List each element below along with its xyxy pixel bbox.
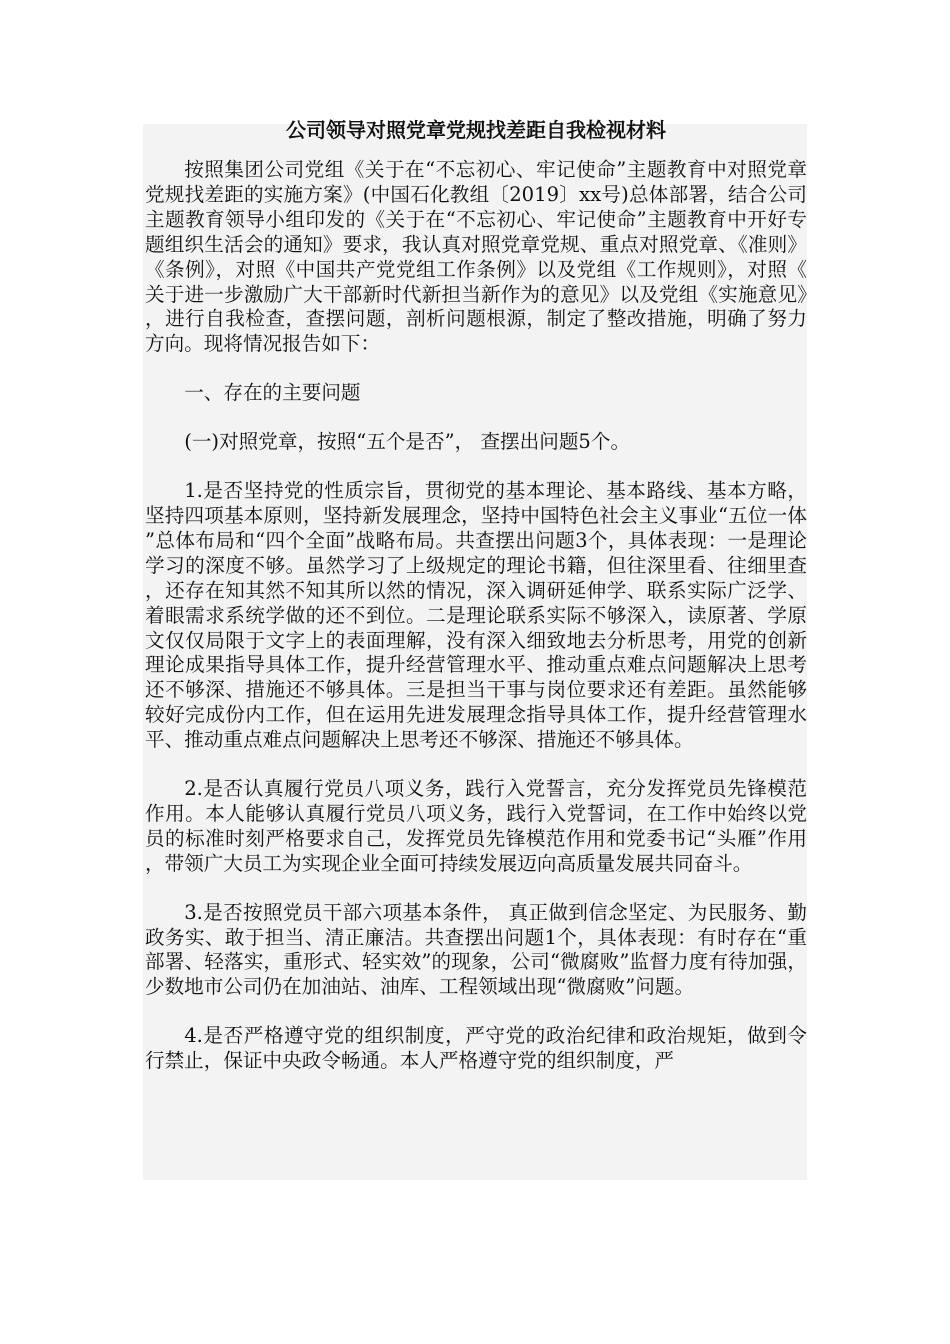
item-paragraph-4: 4.是否严格遵守党的组织制度，严守党的政治纪律和政治规矩，做到令行禁止，保证中央政令畅通。本人严格遵守党的组织制度，严 — [145, 1024, 807, 1073]
subsection-heading: (一)对照党章，按照“五个是否”， 查摆出问题5个。 — [184, 430, 631, 454]
section-heading: 一、存在的主要问题 — [184, 381, 361, 405]
item-paragraph-3: 3.是否按照党员干部六项基本条件， 真正做到信念坚定、为民服务、勤政务实、敢于担当、清正廉洁。共查摆出问题1个，具体表现：有时存在“重部署、轻落实，重形式、轻实效”的现象，公司“微腐败”监督力度有待加强，少数地市公司仍在加油站、油库、工程领域出现“微腐败”问题。 — [145, 900, 807, 999]
intro-paragraph: 按照集团公司党组《关于在“不忘初心、牢记使命”主题教育中对照党章党规找差距的实施方案》(中国石化教组〔2019〕xx号)总体部署，结合公司主题教育领导小组印发的《关于在“不忘初心、牢记使命”主题教育中开好专题组织生活会的通知》要求，我认真对照党章党规、重点对照党章、《准则》《条例》，对照《中国共产党党组工作条例》以及党组《工作规则》，对照《关于进一步激励广大干部新时代新担当新作为的意见》以及党组《实施意见》，进行自我检查，查摆问题，剖析问题根源，制定了整改措施，明确了努力方向。现将情况报告如下： — [145, 158, 807, 356]
document-title: 公司领导对照党章党规找差距自我检视材料 — [286, 118, 666, 142]
item-paragraph-1: 1.是否坚持党的性质宗旨，贯彻党的基本理论、基本路线、基本方略，坚持四项基本原则，坚持新发展理念，坚持中国特色社会主义事业“五位一体”总体布局和“四个全面”战略布局。共查摆出问题3个，具体表现：一是理论学习的深度不够。虽然学习了上级规定的理论书籍，但往深里看、往细里查，还存在知其然不知其所以然的情况，深入调研延伸学、联系实际广泛学、着眼需求系统学做的还不到位。二是理论联系实际不够深入，读原著、学原文仅仅局限于文字上的表面理解，没有深入细致地去分析思考，用党的创新理论成果指导具体工作，提升经营管理水平、推动重点难点问题解决上思考还不够深、措施还不够具体。三是担当干事与岗位要求还有差距。虽然能够较好完成份内工作，但在运用先进发展理念指导具体工作，提升经营管理水平、推动重点难点问题解决上思考还不够深、措施还不够具体。 — [145, 479, 807, 752]
item-paragraph-2: 2.是否认真履行党员八项义务，践行入党誓言，充分发挥党员先锋模范作用。本人能够认真履行党员八项义务，践行入党誓词，在工作中始终以党员的标准时刻严格要求自己，发挥党员先锋模范作用和党委书记“头雁”作用，带领广大员工为实现企业全面可持续发展迈向高质量发展共同奋斗。 — [145, 777, 807, 875]
document-body — [145, 116, 807, 1074]
